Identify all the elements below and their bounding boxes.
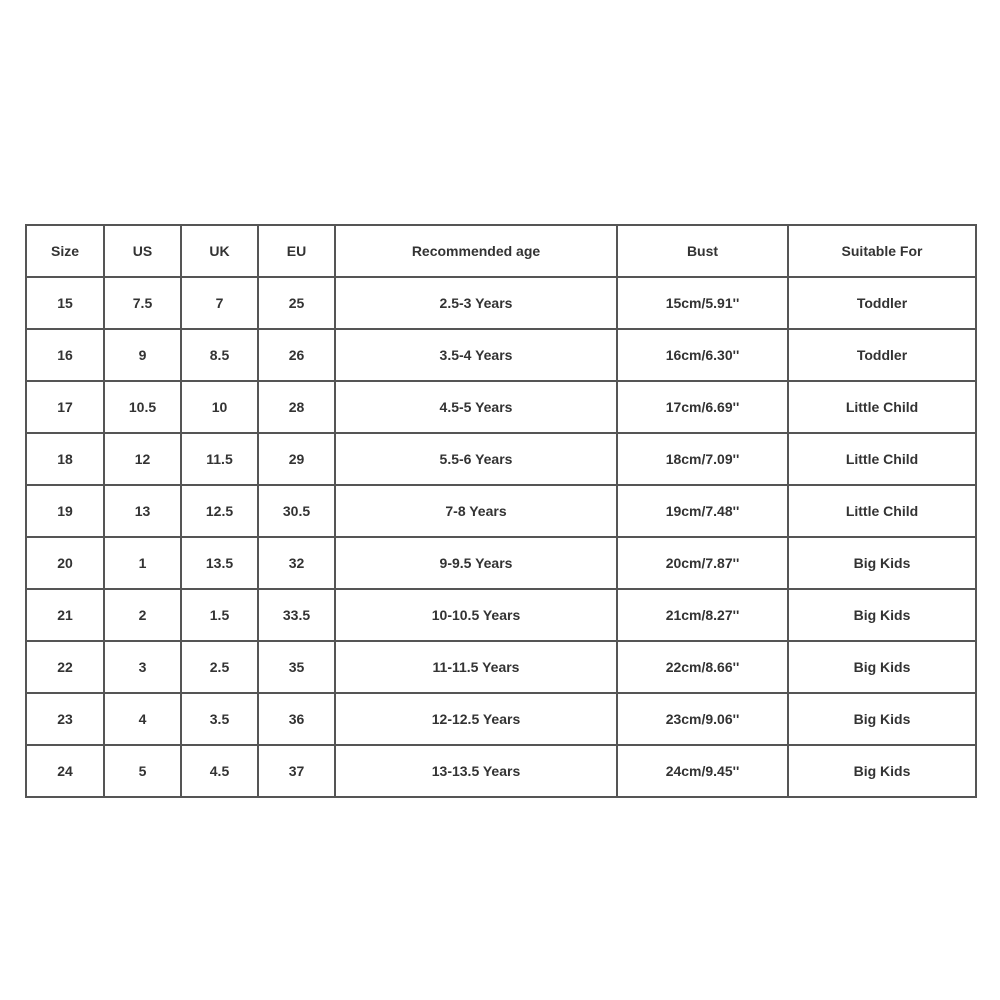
table-header-row	[26, 225, 976, 277]
cell-suitable-for: Little Child	[788, 485, 976, 537]
cell-recommended-age: 12-12.5 Years	[335, 693, 617, 745]
cell-recommended-age: 10-10.5 Years	[335, 589, 617, 641]
cell-eu: 26	[258, 329, 335, 381]
header-eu: EU	[258, 225, 335, 277]
cell-uk: 10	[181, 381, 258, 433]
header-size: Size	[26, 225, 104, 277]
cell-bust: 16cm/6.30''	[617, 329, 788, 381]
cell-suitable-for: Little Child	[788, 381, 976, 433]
cell-us: 3	[104, 641, 181, 693]
table-row	[26, 693, 976, 745]
cell-us: 13	[104, 485, 181, 537]
cell-size: 19	[26, 485, 104, 537]
table-row	[26, 641, 976, 693]
cell-uk: 8.5	[181, 329, 258, 381]
cell-eu: 30.5	[258, 485, 335, 537]
cell-size: 16	[26, 329, 104, 381]
cell-us: 1	[104, 537, 181, 589]
cell-recommended-age: 5.5-6 Years	[335, 433, 617, 485]
cell-size: 17	[26, 381, 104, 433]
cell-bust: 22cm/8.66''	[617, 641, 788, 693]
cell-bust: 23cm/9.06''	[617, 693, 788, 745]
header-us: US	[104, 225, 181, 277]
cell-suitable-for: Toddler	[788, 277, 976, 329]
header-suitable-for: Suitable For	[788, 225, 976, 277]
cell-bust: 21cm/8.27''	[617, 589, 788, 641]
cell-bust: 15cm/5.91''	[617, 277, 788, 329]
cell-suitable-for: Big Kids	[788, 693, 976, 745]
cell-size: 15	[26, 277, 104, 329]
cell-suitable-for: Big Kids	[788, 641, 976, 693]
cell-eu: 36	[258, 693, 335, 745]
cell-size: 21	[26, 589, 104, 641]
cell-us: 12	[104, 433, 181, 485]
header-uk: UK	[181, 225, 258, 277]
cell-bust: 24cm/9.45''	[617, 745, 788, 797]
table-row	[26, 329, 976, 381]
cell-recommended-age: 11-11.5 Years	[335, 641, 617, 693]
table-row	[26, 433, 976, 485]
cell-uk: 4.5	[181, 745, 258, 797]
table-row	[26, 745, 976, 797]
cell-recommended-age: 13-13.5 Years	[335, 745, 617, 797]
cell-eu: 35	[258, 641, 335, 693]
cell-recommended-age: 9-9.5 Years	[335, 537, 617, 589]
cell-size: 22	[26, 641, 104, 693]
cell-recommended-age: 7-8 Years	[335, 485, 617, 537]
cell-bust: 18cm/7.09''	[617, 433, 788, 485]
header-recommended-age: Recommended age	[335, 225, 617, 277]
cell-us: 2	[104, 589, 181, 641]
cell-recommended-age: 3.5-4 Years	[335, 329, 617, 381]
cell-eu: 37	[258, 745, 335, 797]
size-chart-table	[25, 224, 977, 798]
cell-size: 18	[26, 433, 104, 485]
cell-uk: 7	[181, 277, 258, 329]
cell-uk: 13.5	[181, 537, 258, 589]
cell-recommended-age: 4.5-5 Years	[335, 381, 617, 433]
cell-us: 5	[104, 745, 181, 797]
header-bust: Bust	[617, 225, 788, 277]
cell-us: 7.5	[104, 277, 181, 329]
cell-eu: 25	[258, 277, 335, 329]
cell-suitable-for: Little Child	[788, 433, 976, 485]
table-row	[26, 537, 976, 589]
cell-uk: 1.5	[181, 589, 258, 641]
cell-suitable-for: Big Kids	[788, 537, 976, 589]
cell-us: 10.5	[104, 381, 181, 433]
cell-uk: 3.5	[181, 693, 258, 745]
cell-suitable-for: Big Kids	[788, 589, 976, 641]
cell-size: 23	[26, 693, 104, 745]
cell-us: 9	[104, 329, 181, 381]
table-row	[26, 589, 976, 641]
cell-eu: 33.5	[258, 589, 335, 641]
cell-suitable-for: Big Kids	[788, 745, 976, 797]
cell-eu: 28	[258, 381, 335, 433]
cell-uk: 12.5	[181, 485, 258, 537]
cell-us: 4	[104, 693, 181, 745]
cell-uk: 11.5	[181, 433, 258, 485]
table-row	[26, 381, 976, 433]
cell-bust: 17cm/6.69''	[617, 381, 788, 433]
cell-suitable-for: Toddler	[788, 329, 976, 381]
table-row	[26, 277, 976, 329]
cell-eu: 29	[258, 433, 335, 485]
cell-recommended-age: 2.5-3 Years	[335, 277, 617, 329]
table-row	[26, 485, 976, 537]
cell-size: 24	[26, 745, 104, 797]
cell-size: 20	[26, 537, 104, 589]
cell-eu: 32	[258, 537, 335, 589]
cell-bust: 19cm/7.48''	[617, 485, 788, 537]
cell-uk: 2.5	[181, 641, 258, 693]
cell-bust: 20cm/7.87''	[617, 537, 788, 589]
